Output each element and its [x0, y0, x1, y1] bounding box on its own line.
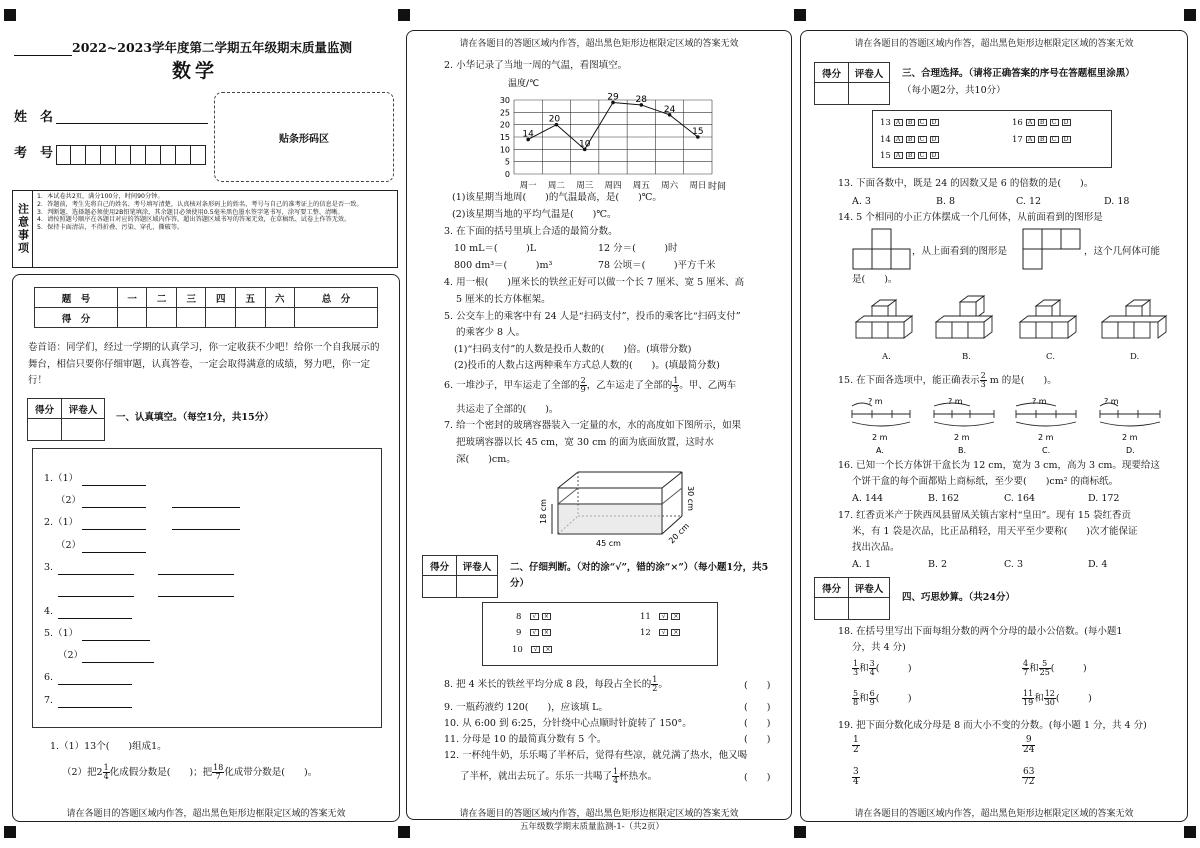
x-tick-label: 周日: [689, 181, 707, 191]
cube-option-a: [850, 292, 922, 348]
answer-line[interactable]: [172, 529, 240, 530]
x-tick-label: 周六: [661, 181, 679, 191]
lcm-item[interactable]: $\frac{1}{3}$ 和 $\frac{3}{4}$ ( ): [853, 659, 912, 677]
cube-option-d: [1096, 292, 1176, 348]
warning-text: 请在各题目的答题区域内作答，超出黑色矩形边框限定区域的答案无效: [854, 809, 1134, 819]
score-header: 题 号: [35, 288, 118, 308]
answer-line[interactable]: [172, 507, 240, 508]
name-field[interactable]: [56, 123, 208, 124]
score-cell[interactable]: [265, 308, 295, 328]
score-cell[interactable]: [295, 308, 378, 328]
svg-text:30 cm: 30 cm: [686, 486, 695, 511]
score-row-label: 得 分: [35, 308, 118, 328]
data-label: 24: [663, 104, 676, 115]
barcode-area: 贴条形码区: [214, 92, 394, 182]
answer-line[interactable]: [82, 552, 146, 553]
section-1-title: 一、认真填空。（每空1分，共15分）: [116, 412, 274, 423]
notice-box: [12, 190, 398, 268]
registration-mark: [398, 826, 410, 838]
score-header: 一: [117, 288, 147, 308]
judge-row[interactable]: 9 √ ×: [516, 628, 549, 638]
glass-box-figure: [540, 466, 700, 550]
svg-text:? m: ? m: [1032, 397, 1047, 406]
score-header: 二: [147, 288, 177, 308]
subject-title: 数学: [172, 60, 219, 82]
y-tick-label: 20: [499, 120, 510, 130]
id-label: 考 号: [14, 146, 54, 161]
answer-line[interactable]: [58, 684, 132, 685]
svg-text:2 m: 2 m: [954, 433, 970, 442]
question-8: 8. 把 4 米长的铁丝平均分成 8 段，每段占全长的 $\frac{1}{2}$ 。: [444, 675, 668, 693]
data-label: 14: [522, 129, 534, 140]
convert-item[interactable]: $\frac{1}{2}$: [853, 735, 859, 755]
score-cell[interactable]: [176, 308, 206, 328]
answer-line[interactable]: [58, 707, 132, 708]
svg-text:2 m: 2 m: [1038, 433, 1054, 442]
judge-row[interactable]: 8 √ ×: [516, 612, 549, 622]
choice-row[interactable]: 17 A B C D: [1012, 135, 1074, 146]
score-header: 六: [265, 288, 295, 308]
choice-row[interactable]: 14 A B C D: [880, 135, 942, 146]
judge-row[interactable]: 11 √ ×: [640, 612, 679, 622]
notice-item: 3．判断题、选择题必须使用2B铅笔填涂，其余题目必须使用0.5毫米黑色墨水签字笔书写，涂写要工整、清晰。: [37, 208, 344, 216]
x-tick-label: 周五: [632, 181, 650, 191]
x-tick-label: 周二: [547, 181, 565, 191]
score-cell[interactable]: [236, 308, 266, 328]
answer-line[interactable]: [82, 485, 146, 486]
svg-text:20 cm: 20 cm: [667, 521, 692, 546]
question-1a: 1.（1）13个( )组成1。: [50, 741, 167, 752]
svg-text:? m: ? m: [948, 397, 963, 406]
answer-line[interactable]: [58, 596, 134, 597]
lcm-item[interactable]: $\frac{5}{8}$ 和 $\frac{6}{9}$ ( ): [853, 689, 912, 707]
registration-mark: [4, 9, 16, 21]
lcm-item[interactable]: $\frac{11}{19}$ 和 $\frac{12}{30}$ ( ): [1023, 689, 1092, 707]
score-cell[interactable]: [206, 308, 236, 328]
question-2-title: 2. 小华记录了当地一周的气温，看图填空。: [444, 60, 628, 71]
convert-item[interactable]: $\frac{63}{72}$: [1023, 767, 1035, 787]
judge-row[interactable]: 10 √ ×: [512, 645, 551, 655]
choice-row[interactable]: 15 A B C D: [880, 151, 942, 162]
convert-item[interactable]: $\frac{3}{4}$: [853, 767, 859, 787]
choice-row[interactable]: 16 A B C D: [1012, 118, 1074, 129]
grader-box: 得分 评卷人: [27, 398, 105, 441]
y-tick-label: 10: [499, 145, 510, 155]
registration-mark: [794, 826, 806, 838]
notice-title: 注意事项: [13, 191, 33, 267]
score-cell[interactable]: [117, 308, 147, 328]
grader-box: 得分 评卷人: [814, 62, 890, 105]
question-1b: （2）把2 $\frac{1}{4}$ 化成假分数是( )；把 $\frac{18}{7}$ 化成带分数是( )。: [62, 763, 318, 781]
front-view-figure: [852, 228, 912, 272]
name-label: 姓 名: [14, 110, 54, 125]
y-tick-label: 5: [504, 157, 510, 167]
exam-title: 2022~2023学年度第二学期五年级期末质量监测: [14, 40, 352, 56]
x-tick-label: 周四: [604, 181, 622, 191]
answer-line[interactable]: [158, 574, 234, 575]
answer-box-1: [32, 448, 382, 728]
registration-mark: [794, 9, 806, 21]
answer-line[interactable]: [82, 640, 150, 641]
judge-row[interactable]: 12 √ ×: [640, 628, 679, 638]
convert-item[interactable]: $\frac{9}{24}$: [1023, 735, 1035, 755]
question-6: 6. 一堆沙子，甲车运走了全部的 $\frac{2}{9}$ ，乙车运走了全部的 $\frac{1}{3}$ 。甲、乙两车: [444, 376, 737, 394]
answer-line[interactable]: [158, 596, 234, 597]
data-label: 15: [692, 127, 704, 137]
question-12b: 了半杯，就出去玩了。乐乐一共喝了 $\frac{1}{4}$ 杯热水。: [460, 767, 658, 785]
chart-ylabel: 温度/℃: [508, 79, 540, 89]
grader-box: 得分 评卷人: [422, 555, 498, 598]
score-header: 总 分: [295, 288, 378, 308]
x-tick-label: 周一: [519, 181, 537, 191]
svg-text:A.: A.: [876, 446, 884, 455]
lcm-item[interactable]: $\frac{4}{7}$ 和 $\frac{5}{25}$ ( ): [1023, 659, 1087, 677]
notice-item: 2．答题前，考生先将自己的姓名、考号填写清楚，认真核对条形码上的姓名、考号与自己的准考证上的信息是否一致。: [37, 200, 363, 208]
registration-mark: [398, 9, 410, 21]
y-tick-label: 0: [504, 170, 510, 179]
score-cell[interactable]: [147, 308, 177, 328]
section-2-title: 二、仔细判断。（对的涂“√”，错的涂“×”）（每小题1分，共5分）: [510, 562, 769, 590]
score-header: 三: [176, 288, 206, 308]
score-table: [34, 287, 378, 328]
id-field[interactable]: [56, 145, 206, 165]
warning-text: 请在各题目的答题区域内作答，超出黑色矩形边框限定区域的答案无效: [459, 39, 739, 49]
notice-item: 5．保持卡面清洁，不得折叠、污染、穿孔、撕破等。: [37, 224, 184, 231]
top-view-figure: [1022, 228, 1082, 272]
svg-text:C.: C.: [1042, 446, 1051, 455]
registration-mark: [1184, 826, 1196, 838]
intro-text: 卷首语：同学们，经过一学期的认真学习，你一定收获不少吧！给你一个自我展示的舞台，相信只要你仔细审题，认真答卷，一定会取得满意的成绩，努力吧，你一定行！: [28, 342, 380, 387]
x-tick-label: 周三: [576, 181, 594, 191]
data-label: 29: [607, 92, 619, 103]
choice-row[interactable]: 13 A B C D: [880, 118, 942, 129]
cube-option-b: [930, 292, 1002, 348]
data-label: 10: [578, 139, 591, 150]
answer-line[interactable]: [58, 574, 134, 575]
warning-text: 请在各题目的答题区域内作答，超出黑色矩形边框限定区域的答案无效: [459, 809, 739, 819]
question-15: 15. 在下面各选项中，能正确表示 $\frac{2}{3}$ m 的是( )。: [838, 371, 1057, 389]
registration-mark: [4, 826, 16, 838]
answer-line[interactable]: [82, 507, 146, 508]
svg-text:D.: D.: [1126, 446, 1135, 455]
grader-box: 得分 评卷人: [814, 577, 890, 620]
y-tick-label: 30: [499, 96, 510, 105]
temperature-chart: [480, 74, 740, 196]
segment-options: [846, 396, 1176, 458]
notice-item: 4．请按照题号顺序在各题目对应的答题区域内作答，超出答题区域书写的答案无效，在草稿纸、试卷上作答无效。: [37, 216, 351, 224]
warning-text: 请在各题目的答题区域内作答，超出黑色矩形边框限定区域的答案无效: [854, 39, 1134, 49]
y-tick-label: 25: [499, 108, 510, 118]
svg-text:? m: ? m: [868, 397, 883, 406]
y-tick-label: 15: [499, 133, 510, 142]
svg-text:2 m: 2 m: [1122, 433, 1138, 442]
page-footer: 五年级数学期末质量监测-1-（共2页）: [520, 822, 665, 832]
data-label: 20: [548, 114, 561, 125]
warning-text: 请在各题目的答题区域内作答，超出黑色矩形边框限定区域的答案无效: [66, 809, 346, 819]
chart-xlabel: 时间: [708, 182, 727, 192]
answer-line[interactable]: [82, 529, 146, 530]
answer-line[interactable]: [58, 618, 132, 619]
score-header: 四: [206, 288, 236, 308]
svg-text:18 cm: 18 cm: [539, 499, 548, 524]
svg-text:? m: ? m: [1104, 397, 1119, 406]
score-header: 五: [236, 288, 266, 308]
registration-mark: [1184, 9, 1196, 21]
notice-item: 1．本试卷共2页，满分100分，时间90分钟。: [37, 193, 164, 200]
svg-text:2 m: 2 m: [872, 433, 888, 442]
cube-option-c: [1014, 292, 1086, 348]
svg-text:B.: B.: [958, 446, 967, 455]
answer-line[interactable]: [82, 662, 154, 663]
svg-text:45 cm: 45 cm: [596, 539, 621, 548]
data-label: 28: [635, 94, 648, 105]
